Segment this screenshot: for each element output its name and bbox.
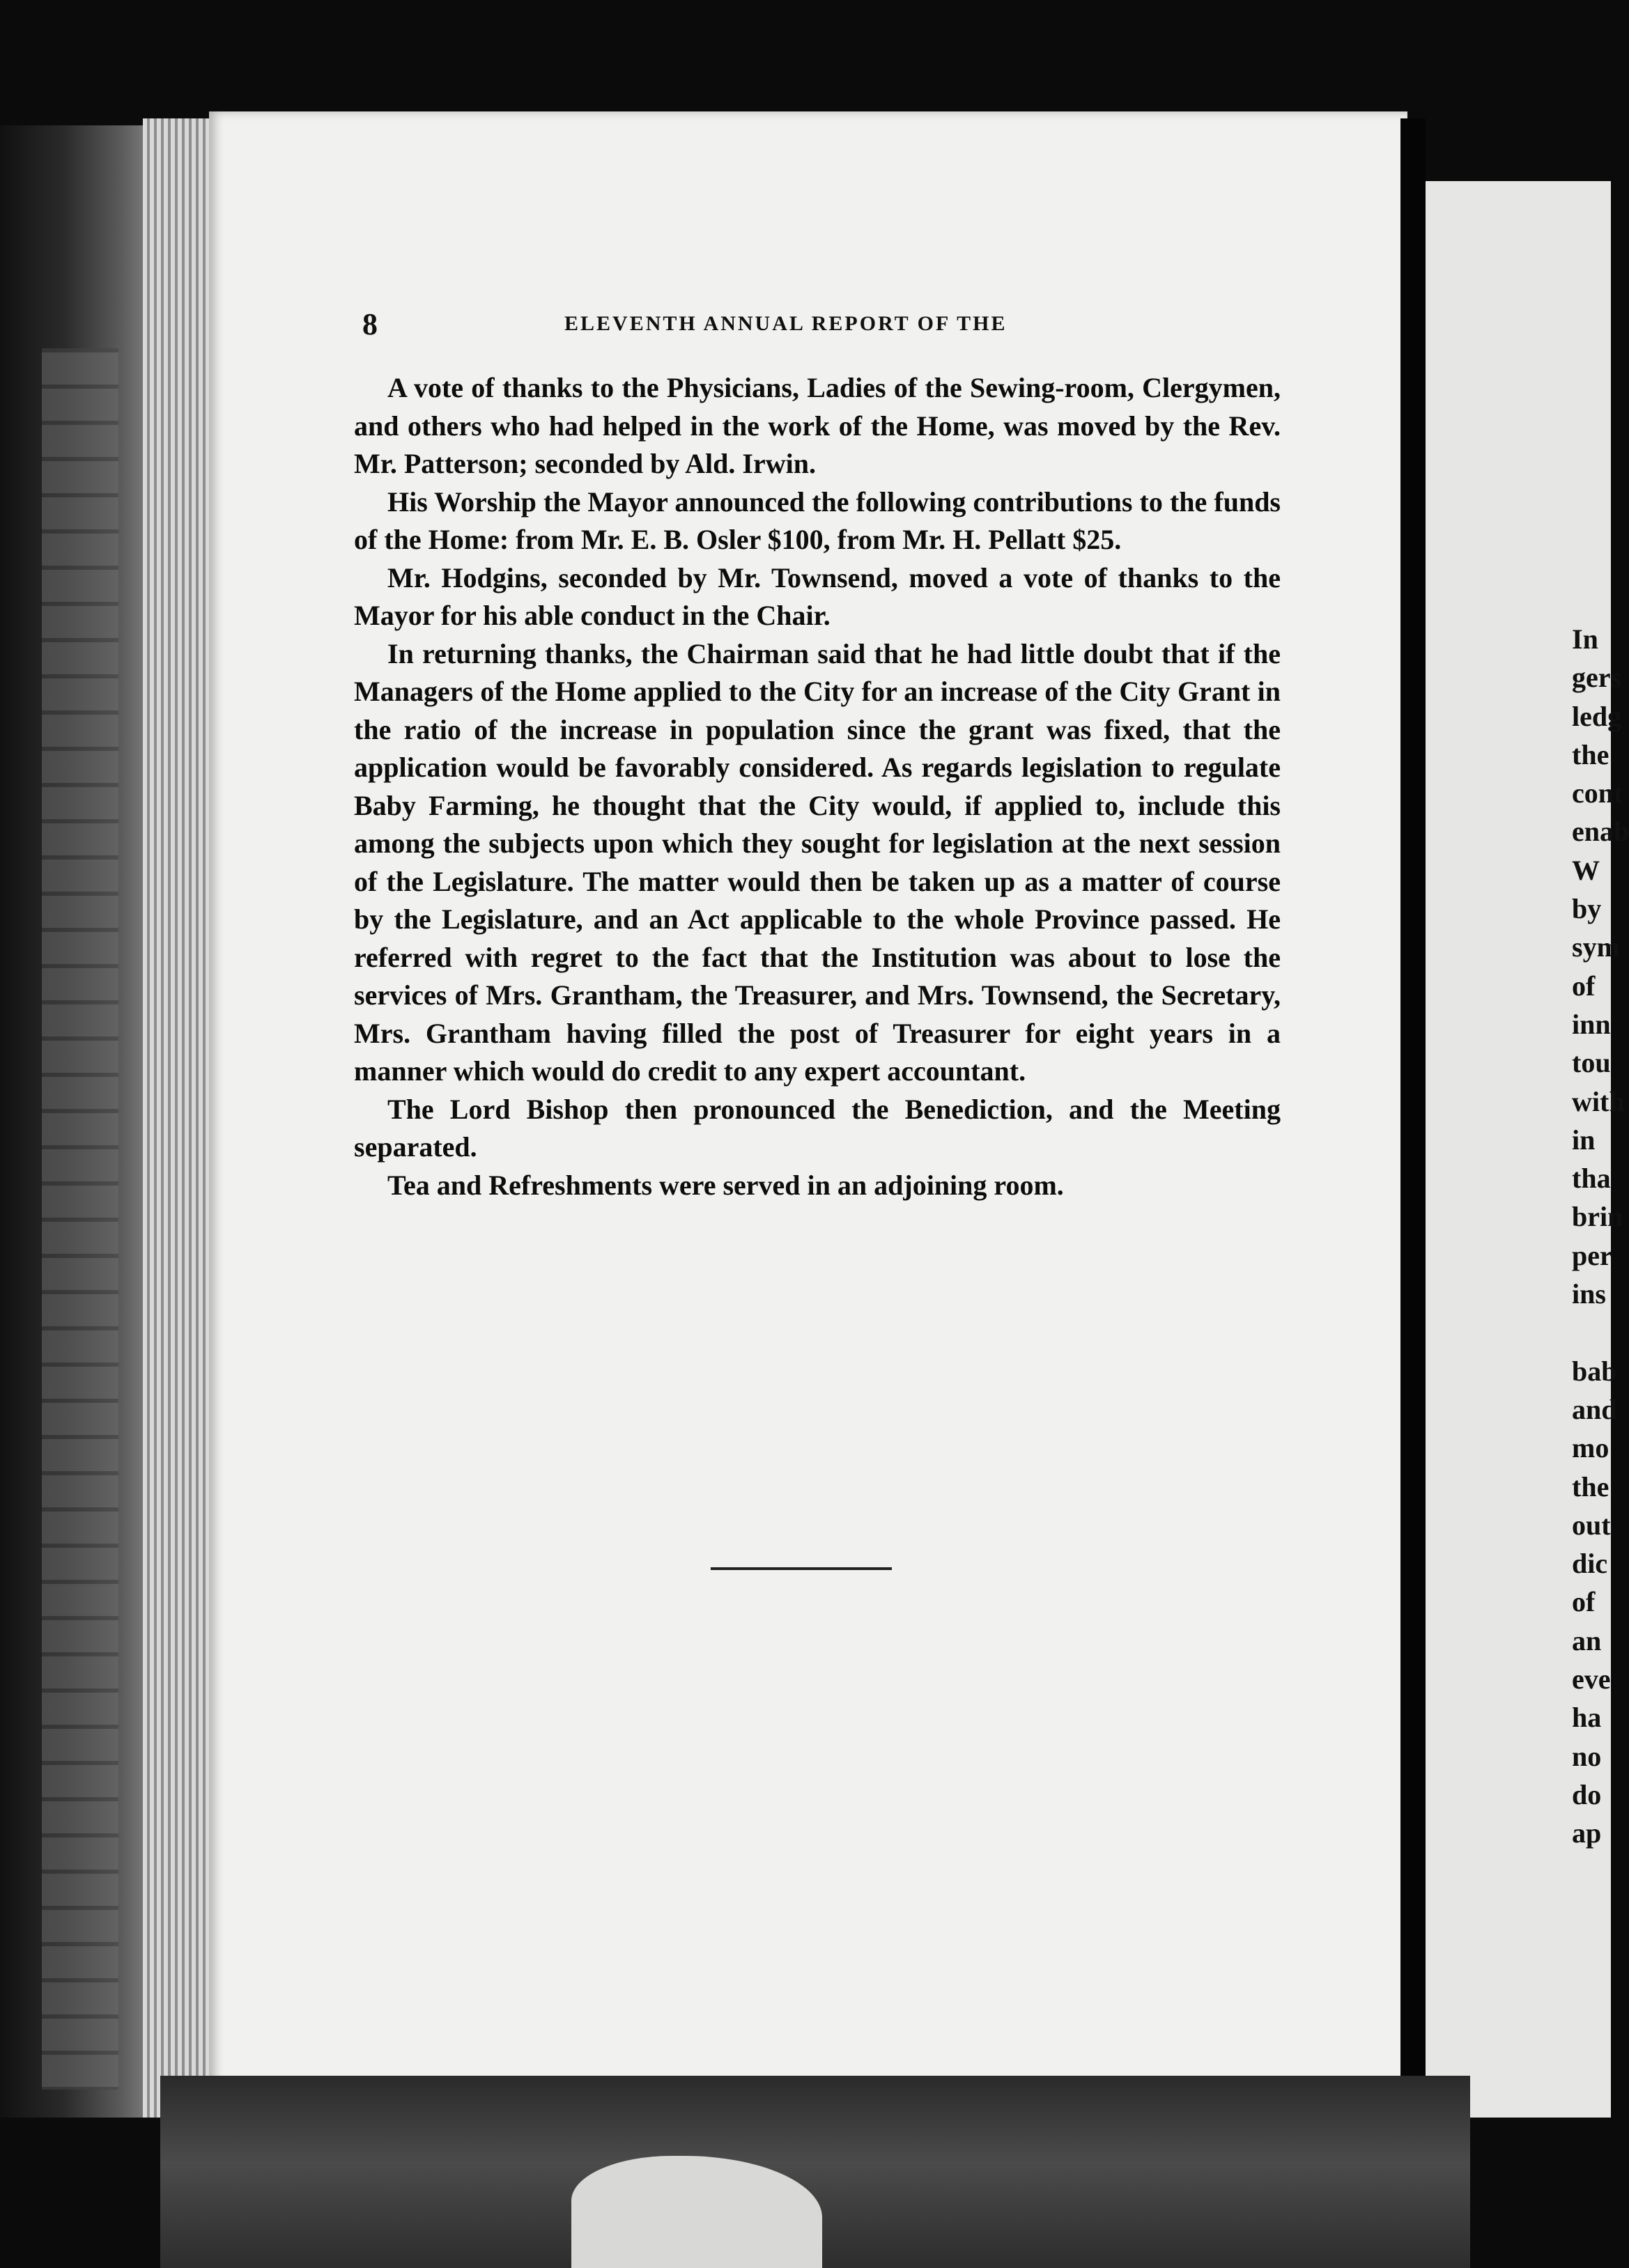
- paragraph-benediction: The Lord Bishop then pronounced the Benediction, and the Meeting separated.: [354, 1093, 1281, 1163]
- right-page-fragment: ins: [1572, 1278, 1606, 1310]
- page-number: 8: [362, 307, 378, 341]
- paragraph-contributions: His Worship the Mayor announced the following contributions to the funds of the Home: from Mr. E. B. Osler $100, from Mr. H. Pellatt $25.: [354, 486, 1281, 555]
- right-page-fragment: eve: [1572, 1663, 1611, 1695]
- book-gutter: [1400, 118, 1426, 2152]
- right-page-fragment: brin: [1572, 1201, 1623, 1233]
- right-page-text-fragments: [1572, 620, 1629, 1853]
- right-page-fragment: per: [1572, 1239, 1612, 1271]
- right-page-fragment: by: [1572, 893, 1602, 925]
- right-page-fragment: In: [1572, 623, 1598, 655]
- right-page-fragment: sym: [1572, 931, 1620, 963]
- right-page-fragment: out: [1572, 1509, 1611, 1541]
- right-page-fragment: in: [1572, 1124, 1596, 1156]
- body-text: [354, 369, 1281, 1204]
- paragraph-vote-of-thanks: A vote of thanks to the Physicians, Ladies of the Sewing-room, Clergymen, and others who had helped in the work of the Home, was moved by the Rev. Mr. Patterson; seconded by Ald. Irwin.: [354, 372, 1281, 479]
- running-head: ELEVENTH ANNUAL REPORT OF THE: [564, 312, 1007, 335]
- right-page-fragment: [1572, 1313, 1611, 1351]
- right-page-fragment: ledg: [1572, 700, 1622, 732]
- right-page-fragment: cont: [1572, 777, 1623, 809]
- right-page-fragment: the: [1572, 1470, 1609, 1502]
- right-page-fragment: enab: [1572, 816, 1629, 848]
- right-page-fragment: with: [1572, 1085, 1625, 1117]
- right-page-fragment: inn: [1572, 1008, 1611, 1040]
- right-page-fragment: do: [1572, 1778, 1602, 1810]
- right-page-fragment: an: [1572, 1624, 1602, 1656]
- paragraph-chairman-reply: In returning thanks, the Chairman said that he had little doubt that if the Managers of the Home applied to the City for an increase of the City Grant in the ratio of the increase in population since the grant was fixed, that the application would be favorably considered. As regards legislation to regulate Baby Farming, he thought that the City would, if applied to, include this among the subjects upon which they sought for legislation at the next session of the Legislature. The matter would then be taken up as a matter of course by the Legislature, and an Act applicable to the whole Province passed. He referred with regret to the fact that the Institution was about to lose the services of Mrs. Grantham, the Treasurer, and Mrs. Townsend, the Secretary, Mrs. Grantham having filled the post of Treasurer for eight years in a manner which would do credit to any expert accountant.: [354, 637, 1281, 1087]
- right-page-fragment: the: [1572, 738, 1609, 770]
- right-page-fragment: mo: [1572, 1432, 1609, 1464]
- page-header: [362, 306, 1296, 348]
- closing-rule: [711, 1567, 892, 1570]
- paragraph-vote-mayor: Mr. Hodgins, seconded by Mr. Townsend, moved a vote of thanks to the Mayor for his able conduct in the Chair.: [354, 561, 1281, 631]
- right-page-fragment: bab: [1572, 1355, 1617, 1387]
- right-page-fragment: tou: [1572, 1047, 1611, 1079]
- right-page-fragment: ha: [1572, 1702, 1602, 1734]
- right-page-fragment: tha: [1572, 1163, 1611, 1195]
- right-page-fragment: no: [1572, 1740, 1602, 1772]
- right-page-fragment: of: [1572, 970, 1596, 1002]
- right-page-fragment: of: [1572, 1586, 1596, 1618]
- right-page-fragment: gers: [1572, 662, 1622, 694]
- page-stack-edges: [143, 118, 219, 2118]
- ruler-strip: [42, 348, 118, 2090]
- right-page-fragment: dic: [1572, 1548, 1608, 1580]
- right-page-fragment: ap: [1572, 1817, 1602, 1849]
- right-page-fragment: and: [1572, 1393, 1617, 1425]
- right-page-fragment: W: [1572, 854, 1600, 886]
- paragraph-refreshments: Tea and Refreshments were served in an adjoining room.: [387, 1169, 1064, 1201]
